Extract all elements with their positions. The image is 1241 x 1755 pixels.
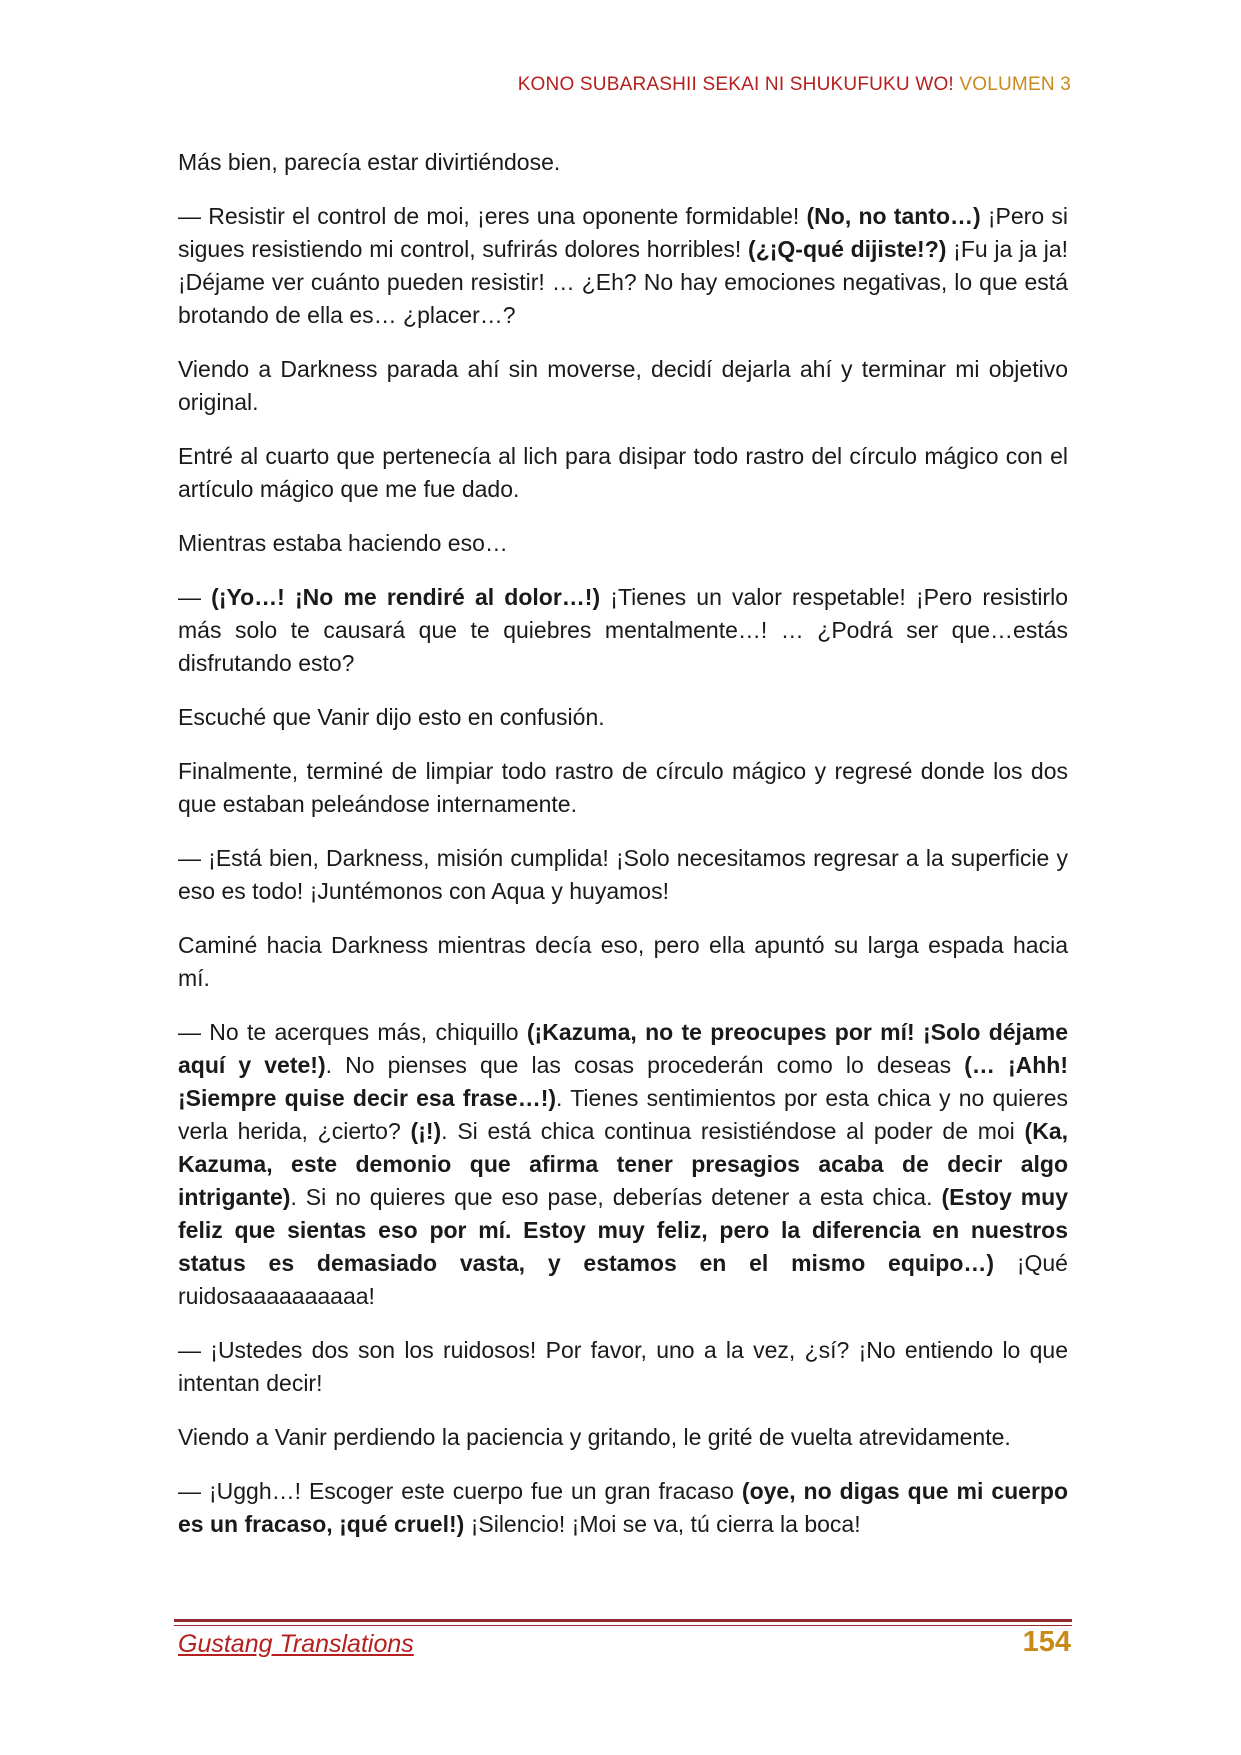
page-body	[178, 146, 1068, 1562]
text-run: . Tienes sentimientos por esta chica y no quieres verla herida, ¿cierto?	[178, 1085, 1068, 1144]
bold-inner-voice: (¿¡Q-qué dijiste!?)	[748, 236, 947, 262]
text-run: Finalmente, terminé de limpiar todo rastro de círculo mágico y regresé donde los dos que estaban peleándose internamente.	[178, 758, 1068, 817]
bold-inner-voice: (¡Kazuma, no te preocupes por mí! ¡Solo déjame aquí y vete!)	[178, 1019, 1068, 1078]
running-header	[518, 74, 1071, 96]
footer-rule-thin	[174, 1625, 1072, 1626]
paragraph	[178, 1016, 1068, 1313]
paragraph	[178, 527, 1068, 560]
text-run: ¡Qué ruidosaaaaaaaaaa!	[178, 1250, 1068, 1309]
paragraph	[178, 1334, 1068, 1400]
paragraph	[178, 440, 1068, 506]
text-run: Más bien, parecía estar divirtiéndose.	[178, 149, 561, 175]
bold-inner-voice: (… ¡Ahh! ¡Siempre quise decir esa frase…!)	[178, 1052, 1068, 1111]
header-volume: VOLUMEN 3	[959, 74, 1071, 95]
paragraph	[178, 200, 1068, 332]
text-run: Caminé hacia Darkness mientras decía eso, pero ella apuntó su larga espada hacia mí.	[178, 932, 1068, 991]
text-run: . No pienses que las cosas procederán como lo deseas	[325, 1052, 965, 1078]
text-run: . Si no quieres que eso pase, deberías detener a esta chica.	[290, 1184, 942, 1210]
footer-rule	[174, 1619, 1072, 1622]
text-run: Viendo a Darkness parada ahí sin moverse, decidí dejarla ahí y terminar mi objetivo original.	[178, 356, 1068, 415]
bold-inner-voice: (¡Yo…! ¡No me rendiré al dolor…!)	[211, 584, 601, 610]
text-run: ¡Silencio! ¡Moi se va, tú cierra la boca!	[464, 1511, 861, 1537]
text-run: Mientras estaba haciendo eso…	[178, 530, 508, 556]
paragraph	[178, 701, 1068, 734]
text-run: ¡Fu ja ja ja! ¡Déjame ver cuánto pueden resistir! … ¿Eh? No hay emociones negativas, lo que está brotando de ella es… ¿placer…?	[178, 236, 1069, 328]
text-run: — Resistir el control de moi, ¡eres una oponente formidable!	[178, 203, 807, 229]
paragraph	[178, 1475, 1068, 1541]
text-run: ¡Pero si sigues resistiendo mi control, sufrirás dolores horribles!	[178, 203, 1068, 262]
paragraph	[178, 353, 1068, 419]
text-run: . Si está chica continua resistiéndose al poder de moi	[441, 1118, 1025, 1144]
text-run: — ¡Ustedes dos son los ruidosos! Por favor, uno a la vez, ¿sí? ¡No entiendo lo que intentan decir!	[178, 1337, 1068, 1396]
bold-inner-voice: (Estoy muy feliz que sientas eso por mí. Estoy muy feliz, pero la diferencia en nuestros status es demasiado vasta, y estamos en el mismo equipo…)	[178, 1184, 1068, 1276]
paragraph	[178, 842, 1068, 908]
bold-inner-voice: (No, no tanto…)	[806, 203, 981, 229]
paragraph	[178, 1421, 1068, 1454]
bold-inner-voice: (¡!)	[410, 1118, 442, 1144]
text-run: Viendo a Vanir perdiendo la paciencia y gritando, le grité de vuelta atrevidamente.	[178, 1424, 1011, 1450]
footer-translator-credit: Gustang Translations	[178, 1630, 414, 1658]
bold-inner-voice: (Ka, Kazuma, este demonio que afirma tener presagios acaba de decir algo intrigante)	[178, 1118, 1068, 1210]
paragraph	[178, 929, 1068, 995]
paragraph	[178, 146, 1068, 179]
text-run: — No te acerques más, chiquillo	[178, 1019, 527, 1045]
text-run: —	[178, 584, 212, 610]
bold-inner-voice: (oye, no digas que mi cuerpo es un fracaso, ¡qué cruel!)	[178, 1478, 1068, 1537]
paragraph	[178, 755, 1068, 821]
paragraph	[178, 581, 1068, 680]
page-number: 154	[1022, 1626, 1071, 1658]
text-run: — ¡Uggh…! Escoger este cuerpo fue un gran fracaso	[178, 1478, 742, 1504]
header-series-title: KONO SUBARASHII SEKAI NI SHUKUFUKU WO!	[517, 74, 960, 95]
text-run: Escuché que Vanir dijo esto en confusión.	[178, 704, 605, 730]
text-run: ¡Tienes un valor respetable! ¡Pero resistirlo más solo te causará que te quiebres mentalmente…! … ¿Podrá ser que…estás disfrutando esto?	[178, 584, 1068, 676]
text-run: — ¡Está bien, Darkness, misión cumplida! ¡Solo necesitamos regresar a la superficie y eso es todo! ¡Juntémonos con Aqua y huyamos!	[178, 845, 1068, 904]
text-run: Entré al cuarto que pertenecía al lich para disipar todo rastro del círculo mágico con el artículo mágico que me fue dado.	[178, 443, 1068, 502]
